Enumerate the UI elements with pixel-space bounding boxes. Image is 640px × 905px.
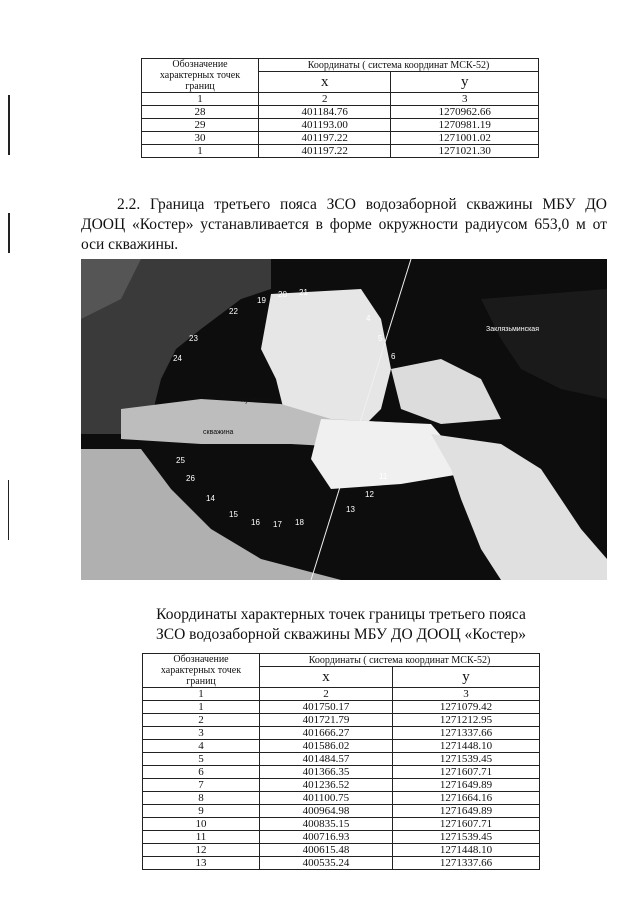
map-point-label: 22 [229, 307, 238, 316]
header-coords: Координаты ( система координат МСК-52) [260, 654, 540, 667]
caption-line1: Координаты характерных точек границы третьего пояса [156, 606, 526, 623]
table-row [142, 145, 539, 158]
map-well-label: скважина [203, 429, 234, 436]
scan-edge-mark [8, 480, 9, 540]
map-point-label: 19 [257, 296, 266, 305]
point-cell: 28 [142, 106, 259, 119]
y-cell: 1270962.66 [391, 106, 539, 119]
scan-edge-mark [8, 95, 10, 155]
table-row [143, 701, 540, 714]
x-cell: 400964.98 [260, 805, 393, 818]
table-row [143, 844, 540, 857]
y-cell: 1271539.45 [392, 831, 539, 844]
colnum: 2 [259, 93, 391, 106]
paragraph-text: 2.2. Граница третьего пояса ЗСО водозаборной скважины МБУ ДО ДООЦ «Костер» устанавливается в форме окружности радиусом 653,0 м от оси скважины. [81, 196, 607, 253]
map-point-label: 5 [378, 334, 383, 343]
table-row [143, 779, 540, 792]
point-cell: 8 [143, 792, 260, 805]
map-point-label: 24 [173, 354, 182, 363]
map-point-label: 21 [299, 288, 308, 297]
y-cell: 1271607.71 [392, 818, 539, 831]
map-road-label: Кулебаки [241, 397, 272, 404]
x-cell: 401193.00 [259, 119, 391, 132]
map-point-label: 25 [176, 456, 185, 465]
scan-edge-mark [8, 213, 10, 253]
map-point-label: 14 [206, 494, 215, 503]
table-row [143, 727, 540, 740]
point-cell: 30 [142, 132, 259, 145]
table-row [142, 106, 539, 119]
x-cell: 401750.17 [260, 701, 393, 714]
y-cell: 1271649.89 [392, 805, 539, 818]
table-row [143, 766, 540, 779]
map-town-label: Заклязьминская [486, 326, 539, 333]
header-point-label: Обозначение характерных точек границ [143, 654, 260, 688]
x-cell: 401100.75 [260, 792, 393, 805]
map-point-label: 23 [189, 334, 198, 343]
x-cell: 401236.52 [260, 779, 393, 792]
point-cell: 29 [142, 119, 259, 132]
x-cell: 400535.24 [260, 857, 393, 870]
header-coords: Координаты ( система координат МСК-52) [259, 59, 539, 72]
x-cell: 400615.48 [260, 844, 393, 857]
header-x: x [259, 72, 391, 93]
x-cell: 400716.93 [260, 831, 393, 844]
point-cell: 12 [143, 844, 260, 857]
y-cell: 1271539.45 [392, 753, 539, 766]
section-paragraph [81, 195, 607, 255]
header-y: y [391, 72, 539, 93]
map-point-label: 15 [229, 510, 238, 519]
map-point-label: 16 [251, 518, 260, 527]
point-cell: 5 [143, 753, 260, 766]
map-point-label: 4 [366, 314, 371, 323]
zone-map-image [81, 259, 607, 580]
point-cell: 1 [143, 701, 260, 714]
map-point-label: 20 [278, 290, 287, 299]
y-cell: 1271212.95 [392, 714, 539, 727]
y-cell: 1271001.02 [391, 132, 539, 145]
x-cell: 401666.27 [260, 727, 393, 740]
header-y: y [392, 667, 539, 688]
table-row [143, 805, 540, 818]
y-cell: 1271448.10 [392, 844, 539, 857]
x-cell: 401721.79 [260, 714, 393, 727]
colnum: 1 [143, 688, 260, 701]
y-cell: 1271448.10 [392, 740, 539, 753]
point-cell: 10 [143, 818, 260, 831]
map-point-label: 13 [346, 505, 355, 514]
point-cell: 3 [143, 727, 260, 740]
map-point-label: 6 [391, 352, 396, 361]
point-cell: 13 [143, 857, 260, 870]
x-cell: 401197.22 [259, 145, 391, 158]
y-cell: 1271664.16 [392, 792, 539, 805]
coordinates-table-top [141, 58, 539, 158]
y-cell: 1271079.42 [392, 701, 539, 714]
colnum: 3 [391, 93, 539, 106]
table-row [143, 857, 540, 870]
table-row [142, 119, 539, 132]
point-cell: 9 [143, 805, 260, 818]
y-cell: 1271021.30 [391, 145, 539, 158]
y-cell: 1270981.19 [391, 119, 539, 132]
table-row [143, 818, 540, 831]
table-caption [142, 605, 540, 645]
colnum: 1 [142, 93, 259, 106]
coordinates-table-third-zone [142, 653, 540, 870]
y-cell: 1271607.71 [392, 766, 539, 779]
x-cell: 401586.02 [260, 740, 393, 753]
table-row [143, 740, 540, 753]
header-x: x [260, 667, 393, 688]
table-row [143, 753, 540, 766]
header-point-label: Обозначение характерных точек границ [142, 59, 259, 93]
map-point-label: 26 [186, 474, 195, 483]
y-cell: 1271337.66 [392, 727, 539, 740]
point-cell: 11 [143, 831, 260, 844]
point-cell: 2 [143, 714, 260, 727]
x-cell: 401184.76 [259, 106, 391, 119]
table-row [143, 714, 540, 727]
point-cell: 7 [143, 779, 260, 792]
map-point-label: 12 [365, 490, 374, 499]
map-point-label: 18 [295, 518, 304, 527]
caption-line2: ЗСО водозаборной скважины МБУ ДО ДООЦ «Костер» [155, 626, 527, 643]
table-row [143, 792, 540, 805]
map-point-label: 11 [379, 472, 388, 481]
point-cell: 4 [143, 740, 260, 753]
colnum: 3 [392, 688, 539, 701]
point-cell: 1 [142, 145, 259, 158]
x-cell: 400835.15 [260, 818, 393, 831]
y-cell: 1271337.66 [392, 857, 539, 870]
y-cell: 1271649.89 [392, 779, 539, 792]
colnum: 2 [260, 688, 393, 701]
x-cell: 401197.22 [259, 132, 391, 145]
table-row [142, 132, 539, 145]
point-cell: 6 [143, 766, 260, 779]
table-row [143, 831, 540, 844]
map-point-label: 17 [273, 520, 282, 529]
x-cell: 401484.57 [260, 753, 393, 766]
x-cell: 401366.35 [260, 766, 393, 779]
